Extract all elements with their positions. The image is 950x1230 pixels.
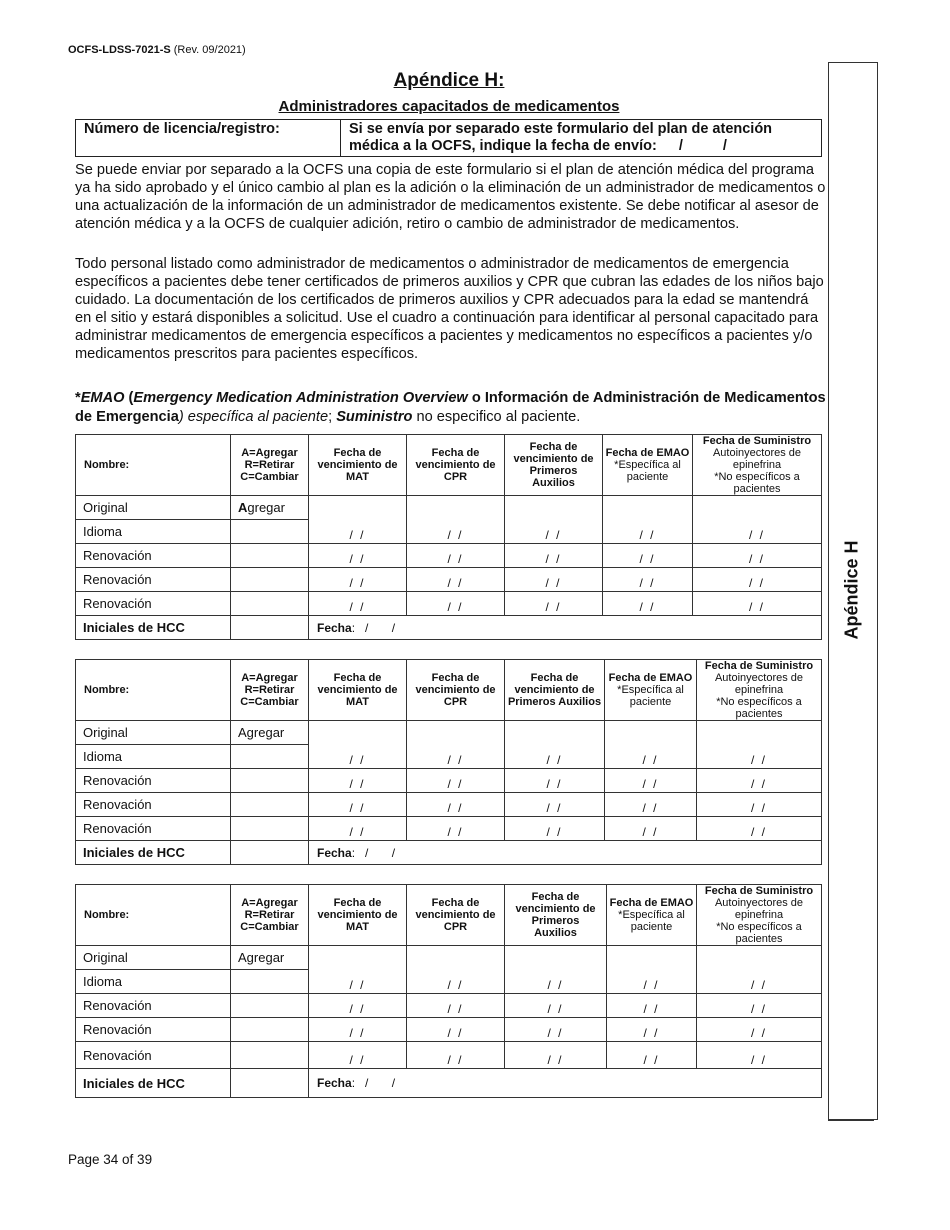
row-label-original: Original: [76, 721, 231, 745]
table-row: [76, 616, 822, 640]
action-field[interactable]: [231, 769, 309, 793]
date-field[interactable]: [407, 721, 505, 745]
first-aid-date[interactable]: / /: [505, 817, 605, 841]
emao-date[interactable]: / /: [605, 817, 697, 841]
action-field[interactable]: Agregar: [231, 946, 309, 970]
date-field[interactable]: [697, 946, 822, 970]
cpr-date[interactable]: / /: [407, 1042, 505, 1069]
emao-date[interactable]: / /: [603, 520, 693, 544]
table-row: [76, 520, 822, 544]
emao-date[interactable]: / /: [603, 592, 693, 616]
row-label-idioma: Idioma: [76, 970, 231, 994]
fecha-field[interactable]: Fecha: / /: [309, 616, 822, 640]
mat-date[interactable]: / /: [309, 592, 407, 616]
form-code-number: OCFS-LDSS-7021-S: [68, 44, 171, 56]
row-label-original: Original: [76, 946, 231, 970]
table-row: [76, 994, 822, 1018]
submission-date-field[interactable]: [341, 120, 821, 156]
header-name: Nombre:: [76, 660, 231, 721]
table-header-row: [76, 660, 822, 721]
action-field[interactable]: [231, 592, 309, 616]
header-action: A=Agregar R=Retirar C=Cambiar: [231, 435, 309, 496]
header-suministro: Fecha de Suministro Autoinyectores de epinefrina *No específicos a pacientes: [697, 660, 822, 721]
date-field[interactable]: [309, 721, 407, 745]
emao-note: *EMAO (Emergency Medication Administration Overview o Información de Administración de Medicamentos de Emergencia) específica al paciente; Suministro no especifico al paciente.: [75, 390, 826, 425]
emao-date[interactable]: / /: [607, 1018, 697, 1042]
date-field[interactable]: [505, 496, 603, 520]
table-row: [76, 793, 822, 817]
suministro-date[interactable]: / /: [693, 568, 822, 592]
cpr-date[interactable]: / /: [407, 769, 505, 793]
action-field[interactable]: [231, 544, 309, 568]
emao-date[interactable]: / /: [607, 1042, 697, 1069]
row-label-iniciales: Iniciales de HCC: [76, 841, 231, 865]
initials-field[interactable]: [231, 616, 309, 640]
table-row: [76, 769, 822, 793]
header-mat: Fecha de vencimiento de MAT: [309, 660, 407, 721]
action-field[interactable]: [231, 568, 309, 592]
suministro-date[interactable]: / /: [697, 970, 822, 994]
date-field[interactable]: [605, 721, 697, 745]
row-label-renovacion: Renovación: [76, 1042, 231, 1069]
first-aid-date[interactable]: / /: [505, 592, 603, 616]
license-box: [75, 119, 822, 157]
table-row: [76, 841, 822, 865]
header-suministro: Fecha de Suministro Autoinyectores de epinefrina *No específicos a pacientes: [697, 885, 822, 946]
cpr-date[interactable]: / /: [407, 1018, 505, 1042]
row-label-original: Original: [76, 496, 231, 520]
table-row: [76, 1018, 822, 1042]
header-name: Nombre:: [76, 435, 231, 496]
suministro-date[interactable]: / /: [697, 817, 822, 841]
table-row: [76, 946, 822, 970]
suministro-date[interactable]: / /: [697, 793, 822, 817]
row-label-renovacion: Renovación: [76, 769, 231, 793]
table-row: [76, 544, 822, 568]
side-tab-label: Apéndice H: [841, 540, 862, 640]
intro-paragraph: Se puede enviar por separado a la OCFS una copia de este formulario si el plan de atención médica del programa ya ha sido aprobado y el único cambio al plan es la adición o la eliminación de un administrador de medicamentos o una actualización de la información de un administrador de medicamentos existente. Se debe notificar al asesor de atención médica y a la OCFS de cualquier adición, retiro o cambio de administrador de medicamentos.: [75, 162, 826, 233]
mat-date[interactable]: / /: [309, 817, 407, 841]
mat-date[interactable]: / /: [309, 745, 407, 769]
cpr-date[interactable]: / /: [407, 592, 505, 616]
first-aid-date[interactable]: / /: [505, 1042, 607, 1069]
table-row: [76, 817, 822, 841]
action-field[interactable]: [231, 1018, 309, 1042]
date-field[interactable]: [603, 496, 693, 520]
table-header-row: [76, 885, 822, 946]
form-revision: (Rev. 09/2021): [173, 44, 246, 56]
header-emao: Fecha de EMAO *Específica al paciente: [603, 435, 693, 496]
first-aid-date[interactable]: / /: [505, 745, 605, 769]
table-row: [76, 496, 822, 520]
row-label-renovacion: Renovación: [76, 994, 231, 1018]
fecha-field[interactable]: Fecha: / /: [309, 841, 822, 865]
requirements-paragraph: Todo personal listado como administrador de medicamentos o administrador de medicamentos de emergencia específicos a pacientes debe tener certificados de primeros auxilios y CPR que cubran las edades de los niños bajo cuidado. La documentación de los certificados de primeros auxilios y CPR adecuados para la edad se mantendrá en el sitio y estará disponibles a solicitud. Use el cuadro a continuación para identificar al personal capacitado para administrar medicamentos de emergencia específicos a pacientes y medicamentos no específicos a pacientes y/o medicamentos prescritos para pacientes específicos.: [75, 256, 824, 363]
table-row: [76, 745, 822, 769]
action-field[interactable]: [231, 520, 309, 544]
date-field[interactable]: [505, 721, 605, 745]
action-field[interactable]: [231, 793, 309, 817]
header-emao: Fecha de EMAO *Específica al paciente: [607, 885, 697, 946]
emao-date[interactable]: / /: [607, 994, 697, 1018]
date-field[interactable]: [505, 946, 607, 970]
mat-date[interactable]: / /: [309, 769, 407, 793]
cpr-date[interactable]: / /: [407, 544, 505, 568]
mat-date[interactable]: / /: [309, 1018, 407, 1042]
row-label-renovacion: Renovación: [76, 793, 231, 817]
header-mat: Fecha de vencimiento de MAT: [309, 885, 407, 946]
mat-date[interactable]: / /: [309, 568, 407, 592]
emao-date[interactable]: / /: [607, 970, 697, 994]
side-tab-divider: [828, 1120, 874, 1121]
date-field[interactable]: [309, 946, 407, 970]
header-cpr: Fecha de vencimiento de CPR: [407, 885, 505, 946]
initials-field[interactable]: [231, 841, 309, 865]
cpr-date[interactable]: / /: [407, 970, 505, 994]
first-aid-date[interactable]: / /: [505, 568, 603, 592]
license-number-field[interactable]: Número de licencia/registro:: [76, 120, 341, 156]
mat-date[interactable]: / /: [309, 970, 407, 994]
table-row: [76, 721, 822, 745]
header-name: Nombre:: [76, 885, 231, 946]
mat-date[interactable]: / /: [309, 544, 407, 568]
first-aid-date[interactable]: / /: [505, 994, 607, 1018]
page-number: Page 34 of 39: [68, 1152, 153, 1167]
emao-date[interactable]: / /: [605, 793, 697, 817]
administrator-table-3: [75, 884, 822, 1098]
date-field[interactable]: [697, 721, 822, 745]
date-field[interactable]: [693, 496, 822, 520]
fecha-field[interactable]: Fecha: / /: [309, 1069, 822, 1098]
administrator-table-1: [75, 434, 822, 640]
date-field[interactable]: [309, 496, 407, 520]
page-subtitle: Administradores capacitados de medicamentos: [278, 98, 620, 115]
header-first-aid: Fecha de vencimiento de Primeros Auxilios: [505, 885, 607, 946]
mat-date[interactable]: / /: [309, 793, 407, 817]
first-aid-date[interactable]: / /: [505, 769, 605, 793]
page-title: Apéndice H:: [393, 70, 505, 91]
header-emao: Fecha de EMAO *Específica al paciente: [605, 660, 697, 721]
header-action: A=Agregar R=Retirar C=Cambiar: [231, 885, 309, 946]
action-field[interactable]: Agregar: [231, 721, 309, 745]
cpr-date[interactable]: / /: [407, 520, 505, 544]
emao-date[interactable]: / /: [605, 745, 697, 769]
row-label-idioma: Idioma: [76, 520, 231, 544]
administrator-table-2: [75, 659, 822, 865]
suministro-date[interactable]: / /: [693, 544, 822, 568]
first-aid-date[interactable]: / /: [505, 544, 603, 568]
submission-label-line2: médica a la OCFS, indique la fecha de envío: / /: [349, 138, 745, 154]
mat-date[interactable]: / /: [309, 520, 407, 544]
header-first-aid: Fecha de vencimiento de Primeros Auxilios: [505, 435, 603, 496]
header-first-aid: Fecha de vencimiento de Primeros Auxilios: [505, 660, 605, 721]
suministro-date[interactable]: / /: [697, 1042, 822, 1069]
emao-date[interactable]: / /: [605, 769, 697, 793]
row-label-iniciales: Iniciales de HCC: [76, 1069, 231, 1098]
initials-field[interactable]: [231, 1069, 309, 1098]
suministro-date[interactable]: / /: [697, 769, 822, 793]
row-label-idioma: Idioma: [76, 745, 231, 769]
cpr-date[interactable]: / /: [407, 994, 505, 1018]
action-field[interactable]: [231, 817, 309, 841]
action-field[interactable]: [231, 745, 309, 769]
table-header-row: [76, 435, 822, 496]
row-label-renovacion: Renovación: [76, 817, 231, 841]
header-suministro: Fecha de Suministro Autoinyectores de epinefrina *No específicos a pacientes: [693, 435, 822, 496]
header-cpr: Fecha de vencimiento de CPR: [407, 660, 505, 721]
suministro-date[interactable]: / /: [693, 592, 822, 616]
action-field[interactable]: [231, 1042, 309, 1069]
first-aid-date[interactable]: / /: [505, 970, 607, 994]
submission-date-value: / /: [678, 138, 745, 154]
header-cpr: Fecha de vencimiento de CPR: [407, 435, 505, 496]
suministro-date[interactable]: / /: [693, 520, 822, 544]
suministro-date[interactable]: / /: [697, 994, 822, 1018]
cpr-date[interactable]: / /: [407, 745, 505, 769]
cpr-date[interactable]: / /: [407, 793, 505, 817]
mat-date[interactable]: / /: [309, 994, 407, 1018]
first-aid-date[interactable]: / /: [505, 520, 603, 544]
row-label-renovacion: Renovación: [76, 592, 231, 616]
row-label-iniciales: Iniciales de HCC: [76, 616, 231, 640]
header-mat: Fecha de vencimiento de MAT: [309, 435, 407, 496]
row-label-renovacion: Renovación: [76, 544, 231, 568]
table-row: [76, 1069, 822, 1098]
table-row: [76, 568, 822, 592]
cpr-date[interactable]: / /: [407, 568, 505, 592]
date-field[interactable]: [407, 496, 505, 520]
cpr-date[interactable]: / /: [407, 817, 505, 841]
suministro-date[interactable]: / /: [697, 1018, 822, 1042]
action-field[interactable]: [231, 970, 309, 994]
mat-date[interactable]: / /: [309, 1042, 407, 1069]
date-field[interactable]: [607, 946, 697, 970]
first-aid-date[interactable]: / /: [505, 1018, 607, 1042]
table-row: [76, 1042, 822, 1069]
table-row: [76, 592, 822, 616]
row-label-renovacion: Renovación: [76, 568, 231, 592]
form-code: [68, 44, 246, 56]
row-label-renovacion: Renovación: [76, 1018, 231, 1042]
emao-date[interactable]: / /: [603, 568, 693, 592]
header-action: A=Agregar R=Retirar C=Cambiar: [231, 660, 309, 721]
table-row: [76, 970, 822, 994]
action-field[interactable]: Agregar: [231, 496, 309, 520]
first-aid-date[interactable]: / /: [505, 793, 605, 817]
date-field[interactable]: [407, 946, 505, 970]
action-field[interactable]: [231, 994, 309, 1018]
suministro-date[interactable]: / /: [697, 745, 822, 769]
submission-label-line1: Si se envía por separado este formulario del plan de atención: [349, 121, 773, 137]
emao-date[interactable]: / /: [603, 544, 693, 568]
